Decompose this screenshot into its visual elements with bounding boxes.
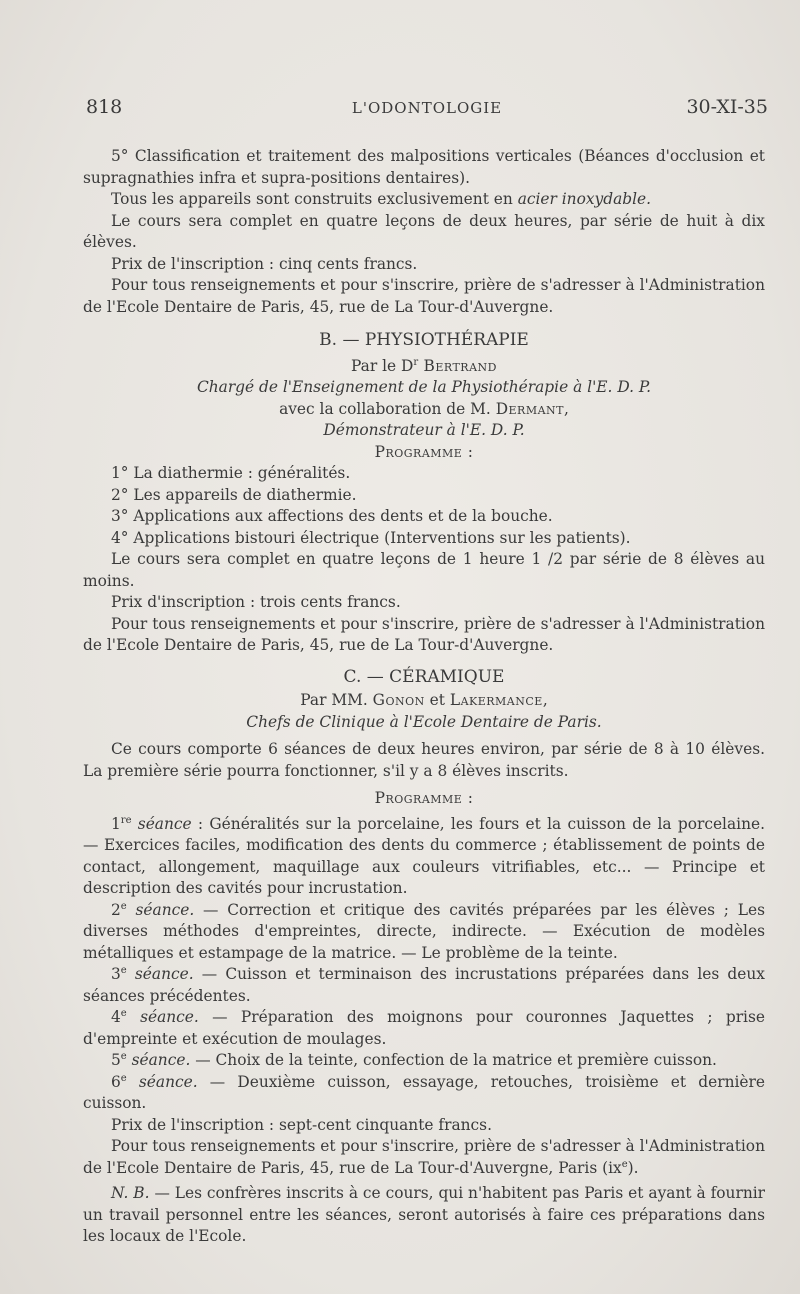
section-c-author-1: Gonon [372,691,425,709]
session-text: : Généralités sur la porcelaine, les fours et la cuisson de la porcelaine. — Exercices faciles, modification des dents du commerce ; établissement de points de contact, allongement, maquillage aux couleurs vitrifiables, etc... — Principe et description des cavités pour incrustation. [83,814,765,897]
price-c-paragraph: Prix de l'inscription : sept-cent cinquante francs. [111,1115,492,1134]
course-a-paragraph: Le cours sera complet en quatre leçons de deux heures, par série de huit à dix élèves. [83,211,765,251]
contact-c-close: ). [627,1158,639,1177]
session-sup: re [120,814,132,826]
programme-b-item: 3° Applications aux affections des dents et de la bouche. [111,507,553,525]
session-paragraph [83,900,765,965]
contact-b-paragraph: Pour tous renseignements et pour s'inscrire, prière de s'adresser à l'Administration de l'Ecole Dentaire de Paris, 45, rue de La Tour-d'Auvergne. [83,614,765,654]
section-b-collaborator: Dermant [495,399,565,418]
session-paragraph [83,1050,765,1072]
journal-title: L'ODONTOLOGIE [351,99,503,117]
section-c-byline [83,690,765,712]
section-b-by-sup: r [413,356,419,368]
section-b-programme-heading: Programme : [374,442,474,461]
nota-bene-paragraph [83,1183,765,1248]
programme-b-item: 1° La diathermie : généralités. [111,464,351,482]
contact-c-text: Pour tous renseignements et pour s'inscrire, prière de s'adresser à l'Administration de l'Ecole Dentaire de Paris, 45, rue de La Tour-d'Auvergne, Paris (ix [83,1137,765,1177]
session-text: — Choix de la teinte, confection de la matrice et première cuisson. [190,1051,717,1069]
contact-c-paragraph [83,1136,765,1179]
session-sup: e [120,1072,127,1084]
issue-date: 30-XI-35 [686,96,768,118]
session-label: séance. [140,1008,199,1026]
contact-c-sup: e [621,1158,628,1170]
session-number: 6 [111,1072,121,1091]
contact-a-paragraph: Pour tous renseignements et pour s'inscrire, prière de s'adresser à l'Administration de l'Ecole Dentaire de Paris, 45, rue de La Tour-d'Auvergne. [83,276,765,316]
session-number: 5 [111,1051,121,1069]
session-label: séance. [134,965,194,983]
item-5-paragraph: 5° Classification et traitement des malpositions verticales (Béances d'occlusion et supragnathies infra et supra-positions dentaires). [83,147,765,187]
section-b-collab [83,399,765,421]
session-paragraph [83,1007,765,1050]
materials-emphasis: acier inoxydable. [517,190,652,208]
price-a-paragraph: Prix de l'inscription : cinq cents francs. [111,254,418,273]
section-b-byline [83,356,765,378]
session-label: séance [137,814,192,833]
section-c-intro: Ce cours comporte 6 séances de deux heures environ, par série de 8 à 10 élèves. La première série pourra fonctionner, s'il y a 8 élèves inscrits. [83,740,765,780]
session-paragraph [83,814,765,900]
session-label: séance. [131,1051,191,1069]
section-b-collab-comma: , [564,399,569,418]
course-b-paragraph: Le cours sera complet en quatre leçons de 1 heure 1 /2 par série de 8 élèves au moins. [83,550,765,590]
session-number: 2 [111,900,121,919]
section-c-author-2: Lakermance [449,691,543,709]
session-text: — Correction et critique des cavités préparées par les élèves ; Les diverses méthodes d'empreintes, directe, indirecte. — Exécution de modèles métalliques et estampage de la matrice. — Le problème de la teinte. [83,900,765,962]
section-b-collab-text: avec la collaboration de M. [279,399,496,418]
session-text: — Préparation des moignons pour couronnes Jaquettes ; prise d'empreinte et exécution de moulages. [83,1008,765,1048]
session-label: séance. [135,900,195,919]
nota-bene-label: N. B. [111,1184,150,1202]
section-b-author: Bertrand [418,356,497,375]
section-c-programme-heading: Programme : [374,789,474,807]
section-b-by-text: Par le D [351,356,414,375]
session-number: 3 [111,965,121,983]
session-sup: e [120,1050,127,1062]
section-b-role: Chargé de l'Enseignement de la Physiothérapie à l'E. D. P. [196,378,652,396]
section-b-collab-role: Démonstrateur à l'E. D. P. [323,421,525,439]
page-body [83,146,765,1248]
programme-b-item: 4° Applications bistouri électrique (Interventions sur les patients). [111,528,631,547]
section-c-role: Chefs de Clinique à l'Ecole Dentaire de Paris. [246,712,602,731]
nota-bene-text: — Les confrères inscrits à ce cours, qui n'habitent pas Paris et ayant à fournir un travail personnel entre les séances, seront autorisés à faire ces préparations dans les locaux de l'Ecole. [83,1184,766,1245]
materials-paragraph [83,189,765,211]
page-number: 818 [86,96,123,118]
section-b-title: B. — PHYSIOTHÉRAPIE [319,330,529,350]
price-b-paragraph: Prix d'inscription : trois cents francs. [111,593,401,611]
session-sup: e [120,900,127,912]
session-text: — Cuisson et terminaison des incrustations préparées dans les deux séances précédentes. [83,965,765,1005]
session-sup: e [120,964,127,976]
session-number: 1 [111,814,121,833]
section-c-by-mid: et [424,691,450,709]
section-c-by-text: Par MM. [300,691,373,709]
section-c-title: C. — CÉRAMIQUE [343,666,505,687]
running-header [86,96,768,122]
materials-text: Tous les appareils sont construits exclusivement en [111,190,518,208]
session-number: 4 [111,1008,121,1026]
session-text: — Deuxième cuisson, essayage, retouches, troisième et dernière cuisson. [83,1072,765,1112]
section-c-by-comma: , [542,691,548,709]
session-paragraph [83,1072,765,1115]
session-label: séance. [138,1072,198,1091]
session-sup: e [120,1007,127,1019]
session-paragraph [83,964,765,1007]
programme-b-item: 2° Les appareils de diathermie. [111,485,357,504]
